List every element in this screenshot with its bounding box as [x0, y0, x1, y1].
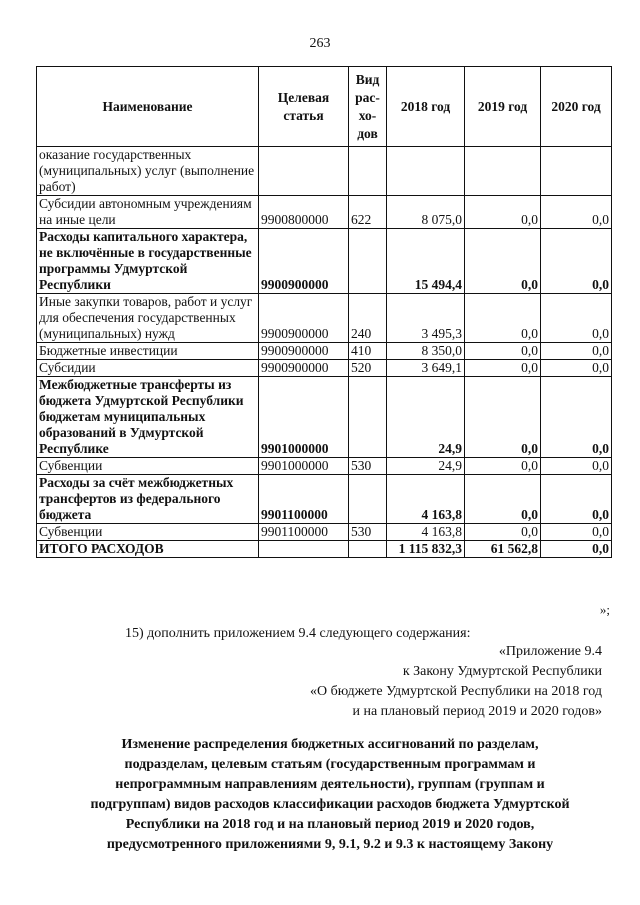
- table-row: [37, 294, 612, 343]
- header-code: Целевая статья: [259, 67, 349, 147]
- appendix-line: «Приложение 9.4: [498, 644, 602, 659]
- cell-code: 9901100000: [259, 475, 349, 524]
- cell-code: 9901000000: [259, 377, 349, 458]
- table-row: [37, 475, 612, 524]
- cell-2019: 0,0: [465, 458, 541, 475]
- cell-name: Субсидии: [37, 360, 259, 377]
- table-row: [37, 377, 612, 458]
- appendix-line: к Закону Удмуртской Республики: [402, 664, 602, 679]
- cell-name: Расходы за счёт межбюджетных трансфертов из федерального бюджета: [37, 475, 259, 524]
- cell-code: [259, 147, 349, 196]
- cell-code: 9900900000: [259, 294, 349, 343]
- cell-name: Субсидии автономным учреждениям на иные цели: [37, 196, 259, 229]
- cell-2020: 0,0: [541, 294, 612, 343]
- cell-2019: 0,0: [465, 475, 541, 524]
- cell-2018: 8 350,0: [387, 343, 465, 360]
- cell-2018: 15 494,4: [387, 229, 465, 294]
- table-body: [37, 147, 612, 558]
- table-row: [37, 458, 612, 475]
- cell-type: [349, 147, 387, 196]
- cell-2020: 0,0: [541, 343, 612, 360]
- header-2020: 2020 год: [541, 67, 612, 147]
- cell-2018: [387, 147, 465, 196]
- cell-code: 9900800000: [259, 196, 349, 229]
- cell-type: 410: [349, 343, 387, 360]
- cell-name: Межбюджетные трансферты из бюджета Удмуртской Республики бюджетам муниципальных образований в Удмуртской Республике: [37, 377, 259, 458]
- cell-2020: 0,0: [541, 229, 612, 294]
- cell-2020: 0,0: [541, 475, 612, 524]
- cell-type: 530: [349, 524, 387, 541]
- cell-2019: 0,0: [465, 229, 541, 294]
- cell-2019: [465, 147, 541, 196]
- table-header-row: [37, 67, 612, 147]
- cell-type: [349, 475, 387, 524]
- cell-2018: 1 115 832,3: [387, 541, 465, 558]
- cell-2020: 0,0: [541, 360, 612, 377]
- cell-2020: 0,0: [541, 541, 612, 558]
- cell-2018: 24,9: [387, 458, 465, 475]
- cell-code: 9901000000: [259, 458, 349, 475]
- table-row: [37, 147, 612, 196]
- header-2019: 2019 год: [465, 67, 541, 147]
- cell-name: Бюджетные инвестиции: [37, 343, 259, 360]
- header-name: Наименование: [37, 67, 259, 147]
- cell-2020: 0,0: [541, 377, 612, 458]
- cell-code: [259, 541, 349, 558]
- cell-type: [349, 377, 387, 458]
- cell-code: 9900900000: [259, 360, 349, 377]
- cell-2018: 3 495,3: [387, 294, 465, 343]
- cell-name: Субвенции: [37, 458, 259, 475]
- cell-2019: 0,0: [465, 196, 541, 229]
- cell-2018: 8 075,0: [387, 196, 465, 229]
- cell-name: Расходы капитального характера, не включённые в государственные программы Удмуртской Республики: [37, 229, 259, 294]
- table-row: [37, 524, 612, 541]
- cell-2018: 4 163,8: [387, 524, 465, 541]
- cell-2019: 0,0: [465, 377, 541, 458]
- closing-mark: »;: [599, 602, 610, 617]
- cell-2018: 24,9: [387, 377, 465, 458]
- cell-2019: 61 562,8: [465, 541, 541, 558]
- page-number: 263: [309, 36, 331, 51]
- table-row: [37, 360, 612, 377]
- table-row: [37, 541, 612, 558]
- appendix-line: «О бюджете Удмуртской Республики на 2018 год: [309, 684, 602, 699]
- amendment-item-15: 15) дополнить приложением 9.4 следующего содержания:: [125, 626, 471, 641]
- cell-2020: 0,0: [541, 524, 612, 541]
- cell-type: 530: [349, 458, 387, 475]
- table-row: [37, 343, 612, 360]
- cell-2020: 0,0: [541, 458, 612, 475]
- cell-type: [349, 541, 387, 558]
- cell-2018: 3 649,1: [387, 360, 465, 377]
- cell-name: Субвенции: [37, 524, 259, 541]
- cell-name: Иные закупки товаров, работ и услуг для обеспечения государственных (муниципальных) нужд: [37, 294, 259, 343]
- cell-type: 622: [349, 196, 387, 229]
- table-row: [37, 229, 612, 294]
- cell-2019: 0,0: [465, 294, 541, 343]
- cell-2020: 0,0: [541, 196, 612, 229]
- cell-type: [349, 229, 387, 294]
- cell-2020: [541, 147, 612, 196]
- document-title: Изменение распределения бюджетных ассигнований по разделам, подразделам, целевым статьям (государственным программам и непрограммным направлениям деятельности), группам (группам и подгруппам) видов расходов классификации расходов бюджета Удмуртской Республики на 2018 год и на плановый период 2019 и 2020 годов, предусмотренного приложениями 9, 9.1, 9.2 и 9.3 к настоящему Закону: [90, 737, 570, 852]
- cell-code: 9901100000: [259, 524, 349, 541]
- appendix-line: и на плановый период 2019 и 2020 годов»: [352, 704, 602, 719]
- cell-2018: 4 163,8: [387, 475, 465, 524]
- appendix-heading: [310, 642, 602, 722]
- budget-table: [36, 66, 612, 558]
- cell-type: 240: [349, 294, 387, 343]
- cell-2019: 0,0: [465, 524, 541, 541]
- header-2018: 2018 год: [387, 67, 465, 147]
- cell-type: 520: [349, 360, 387, 377]
- cell-2019: 0,0: [465, 360, 541, 377]
- cell-name: оказание государственных (муниципальных) услуг (выполнение работ): [37, 147, 259, 196]
- header-type: Вид рас-хо-дов: [349, 67, 387, 147]
- cell-2019: 0,0: [465, 343, 541, 360]
- table-row: [37, 196, 612, 229]
- cell-code: 9900900000: [259, 229, 349, 294]
- cell-name: ИТОГО РАСХОДОВ: [37, 541, 259, 558]
- cell-code: 9900900000: [259, 343, 349, 360]
